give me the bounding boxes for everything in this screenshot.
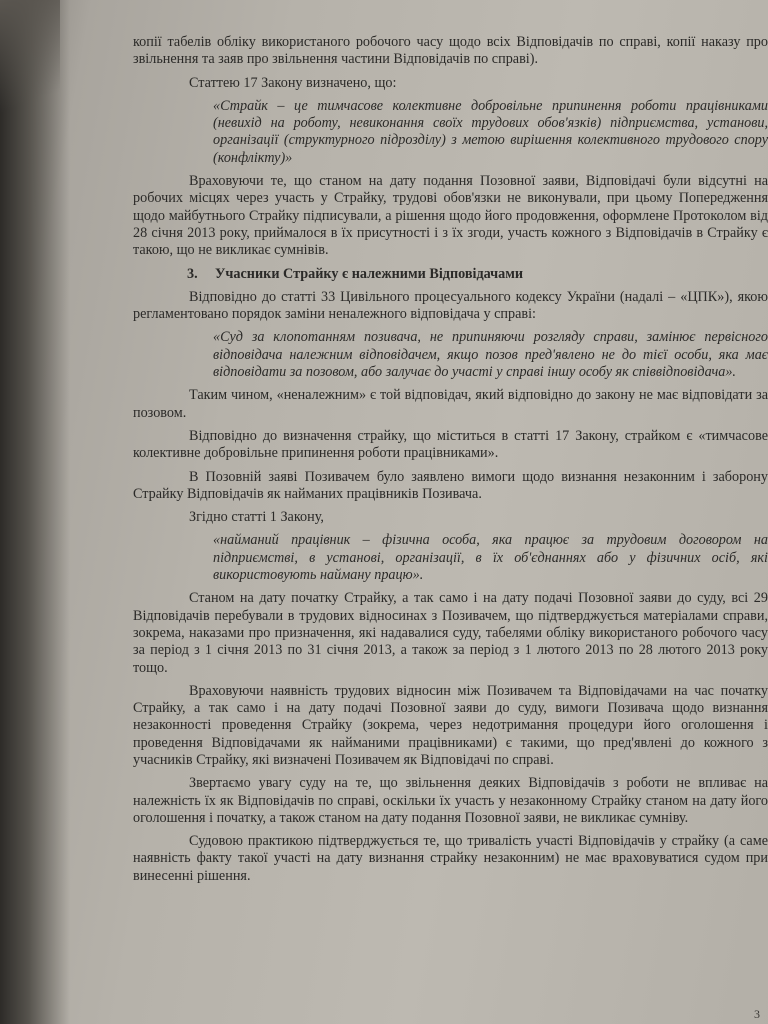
page-number: 3 — [754, 1007, 760, 1021]
paragraph: Статтею 17 Закону визначено, що: — [189, 74, 397, 91]
paragraph-plain: копії табелів обліку використаного робочого часу щодо всіх Відповідачів по справі, копії наказу про звільнення та заяв про звільнення частини Відповідачів по справі). — [133, 34, 768, 68]
document-body — [133, 34, 768, 891]
quote-employee-definition: «найманий працівник – фізична особа, яка працює за трудовим договором на підприємстві, в установі, організації, в їх об'єднаннях або у фізичних осіб, які використовують найману працю». — [213, 532, 768, 584]
quote-cpc: «Суд за клопотанням позивача, не припиняючи розгляду справи, замінює первісного відповідача належним відповідачем, якщо позов пред'явлено не до тієї особи, яка має відповідати за позовом, або залучає до участі у справі іншу особу як співвідповідача». — [213, 329, 768, 381]
paragraph: Враховуючи наявність трудових відносин між Позивачем та Відповідачами на час початку Страйку, а так само і на дату подачі Позовної заяви до суду, вимоги Позивача щодо визнання незаконності проведення Страйку (зокрема, через недотримання процедури його оголошення і проведення Відповідачами як найманими працівниками) є такими, що пред'явлені до кожного з учасників Страйку, які визначені Позивачем як Відповідачі по справі. — [133, 682, 768, 768]
paragraph: Таким чином, «неналежним» є той відповідач, який відповідно до закону не має відповідати за позовом. — [133, 387, 768, 421]
paragraph: Звертаємо увагу суду на те, що звільнення деяких Відповідачів з роботи не впливає на належність їх як Відповідачів по справі, оскільки їх участь у незаконному Страйку станом на дату його оголошення і початку, а також станом на дату подання Позовної заяви, не викликає сумніву. — [133, 775, 768, 826]
paragraph: В Позовній заяві Позивачем було заявлено вимоги щодо визнання незаконним і заборону Страйку Відповідачів як найманих працівників Позивача. — [133, 468, 768, 502]
paragraph: Станом на дату початку Страйку, а так само і на дату подачі Позовної заяви до суду, всі 29 Відповідачів перебували в трудових відносинах з Позивачем, що підтверджується матеріалами справи, зокрема, наказами про призначення, які надавалися суду, табелями обліку використаного робочого часу за період з 1 січня 2013 по 31 січня 2013, а також за період з 1 лютого 2013 по 28 лютого 2013 року тощо. — [133, 590, 768, 676]
paragraph: Відповідно до визначення страйку, що міститься в статті 17 Закону, страйком є «тимчасове колективне добровільне припинення роботи працівниками». — [133, 427, 768, 462]
paragraph: Судовою практикою підтверджується те, що тривалість участі Відповідачів у страйку (а саме наявність факту такої участі на дату визнання страйку незаконним) не має враховуватися судом при винесенні рішення. — [133, 833, 768, 884]
section-heading — [187, 266, 768, 283]
section-title: Учасники Страйку є належними Відповідачами — [215, 265, 524, 282]
section-number: 3. — [187, 265, 198, 282]
document-page — [18, 0, 768, 1024]
paragraph: Відповідно до статті 33 Цивільного процесуального кодексу України (надалі – «ЦПК»), якою регламентовано порядок заміни неналежного відповідача у справі: — [133, 288, 768, 323]
paragraph: Згідно статті 1 Закону, — [189, 509, 324, 526]
paragraph: Враховуючи те, що станом на дату подання Позовної заяви, Відповідачі були відсутні на робочих місцях через участь у Страйку, трудові обов'язки не виконували, при цьому Попередження щодо майбутнього Страйку підписували, а рішення щодо його продовження, оформлене Протоколом від 28 січня 2013 року, приймалося в їх присутності і з їх згоди, участь кожного з Відповідачів в Страйку є такою, що не викликає сумнівів. — [133, 173, 768, 259]
quote-strike-definition: «Страйк – це тимчасове колективне добровільне припинення роботи працівниками (невихід на роботу, невиконання своїх трудових обов'язків) підприємства, установи, організації (структурного підрозділу) з метою вирішення колективного трудового спору (конфлікту)» — [213, 97, 768, 166]
